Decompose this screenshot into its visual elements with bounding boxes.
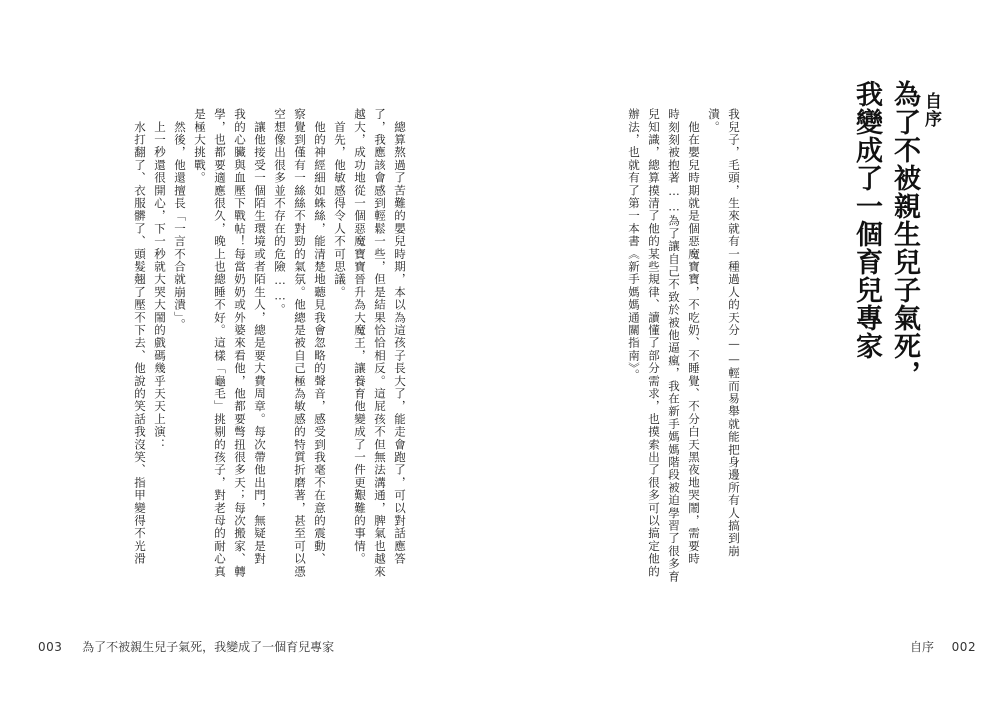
right-page-footer [910,638,976,655]
left-page-body-text: 總算熬過了苦難的嬰兒時期，本以為這孩子長大了，能走會跑了，可以對話應答 了，我應該會感到輕鬆一些，但是結果恰恰相反。這屁孩不但無法溝通，脾氣也越來 越大，成功地從一個惡魔寶寶晉升為大魔王，讓養育他變成了一件更艱難的事情。 首先，他敏感得令人不可思議。 他的神經細如蛛絲，能清楚地聽見我會忽略的聲音，感受到我毫不在意的震動、 察覺到僅有一絲絲不對勁的氣氛。他總是被自己極為敏感的特質折磨著，甚至可以憑 空想像出很多並不存在的危險……。 讓他接受一個陌生環境或者陌生人，總是要大費周章。每次帶他出門，無疑是對 我的心臟與血壓下戰帖！每當奶奶或外婆來看他，他都要彆扭很多天；每次搬家、轉 學，也都要適應很久，晚上也總睡不好。這樣「龜毛」挑剔的孩子，對老母的耐心真 是極大挑戰。 然後，他還擅長「一言不合就崩潰」。 上一秒還很開心，下一秒就大哭大鬧的戲碼幾乎天天上演： 水打翻了、衣服髒了、頭髮翹了壓不下去、他說的笑話我沒笑、指甲變得不光滑 [133,108,407,578]
section-label: 自序 [921,92,941,128]
left-page-number: 003 [38,640,63,654]
right-page-number: 002 [951,640,977,654]
left-page-footer [38,638,334,655]
right-page [500,0,1000,709]
right-page-body-text: 我兒子，毛頭，生來就有一種過人的天分——輕而易舉就能把身邊所有人搞到崩 潰。 他在嬰兒時期就是個惡魔寶寶，不吃奶、不睡覺、不分白天黑夜地哭鬧，需要時 時刻刻被抱著……為了讓自己不致於被他逼瘋，我在新手媽媽階段被迫學習了很多育 兒知識，總算摸清了他的某些規律、讀懂了部分需求，也摸索出了很多可以搞定他的 辦法，也就有了第一本書《新手媽媽通關指南》。 [627,108,741,583]
left-page-running-title: 為了不被親生兒子氣死，我變成了一個育兒專家 [82,640,335,654]
chapter-title-line-1: 為了不被親生兒子氣死， [889,80,920,388]
right-page-running-title: 自序 [910,640,935,654]
chapter-title-line-2: 我變成了一個育兒專家 [851,80,882,360]
